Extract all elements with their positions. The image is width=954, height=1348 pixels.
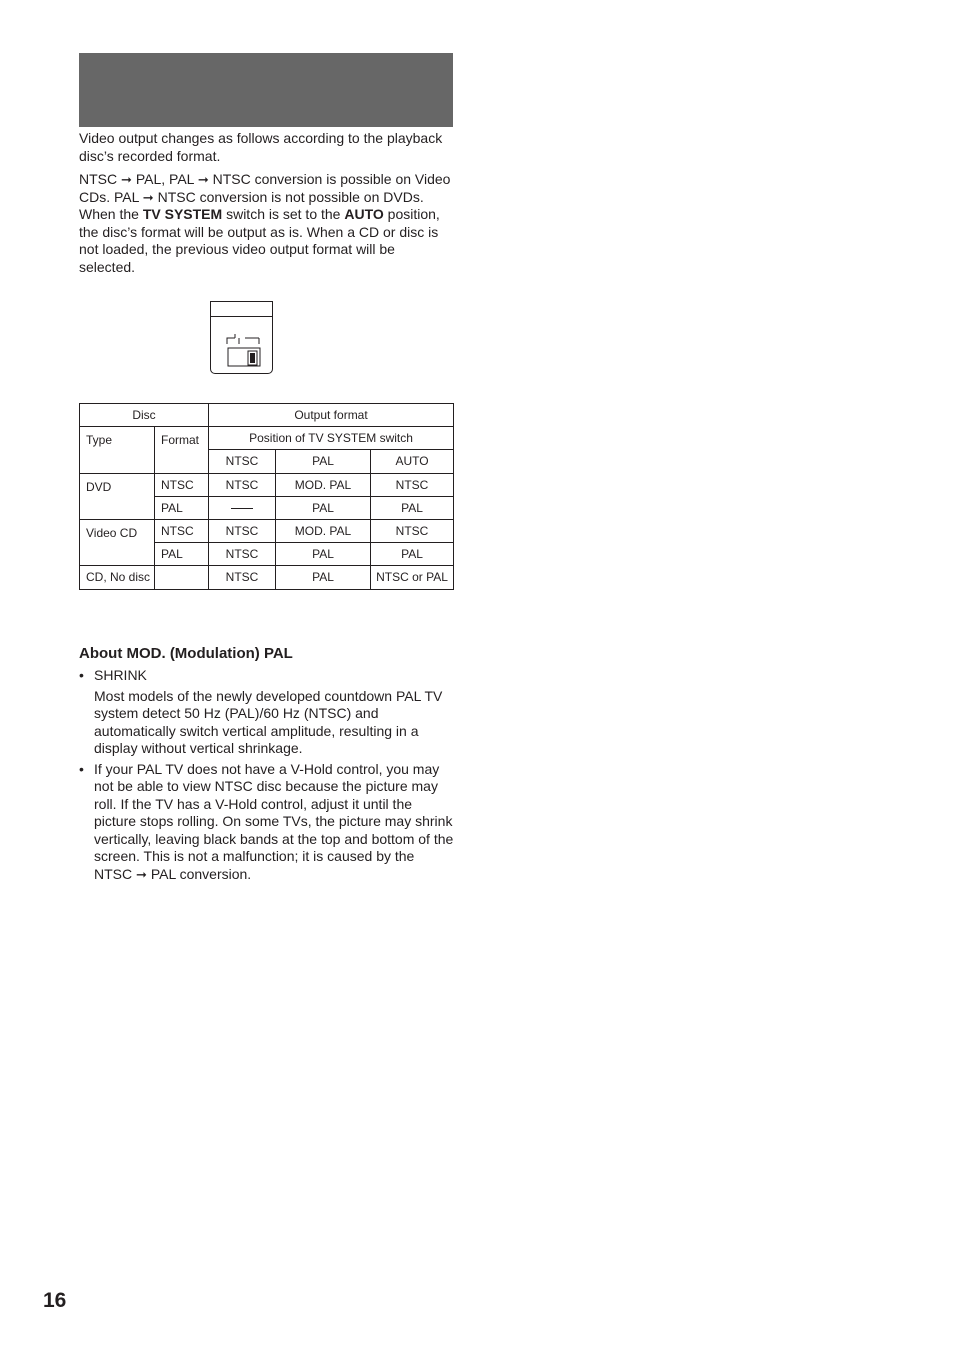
table-cell: PAL bbox=[276, 543, 371, 566]
header-type: Type bbox=[80, 427, 155, 473]
table-cell: MOD. PAL bbox=[276, 519, 371, 542]
page-number: 16 bbox=[43, 1289, 67, 1312]
table-cell: PAL bbox=[371, 543, 454, 566]
list-item bbox=[79, 761, 454, 884]
section-header-bar bbox=[79, 53, 453, 127]
header-ntsc: NTSC bbox=[209, 450, 276, 473]
header-format: Format bbox=[155, 427, 209, 473]
arrow-right-icon: ➞ bbox=[136, 866, 147, 882]
header-auto: AUTO bbox=[371, 450, 454, 473]
table-cell: NTSC bbox=[371, 473, 454, 496]
intro-paragraph-2: NTSC ➞ PAL, PAL ➞ NTSC conversion is possible on Video CDs. PAL ➞ NTSC conversion is not possible on DVDs. When the TV SYSTEM switch is set to the AUTO position, the disc’s format will be output as is. When a CD or disc is not loaded, the previous video output format will be selected. bbox=[79, 171, 451, 275]
row-format: PAL bbox=[155, 496, 209, 519]
arrow-right-icon: ➞ bbox=[197, 172, 209, 187]
table-cell: PAL bbox=[276, 566, 371, 589]
table-cell: NTSC or PAL bbox=[371, 566, 454, 589]
arrow-right-icon: ➞ bbox=[121, 172, 132, 187]
header-disc: Disc bbox=[80, 404, 209, 427]
header-pal: PAL bbox=[276, 450, 371, 473]
bullet-icon: • bbox=[79, 667, 84, 683]
output-format-table bbox=[79, 403, 454, 590]
mod-pal-notes-list bbox=[79, 667, 454, 886]
row-type-dvd: DVD bbox=[80, 473, 155, 519]
list-item-text: If your PAL TV does not have a V-Hold control, you may not be able to view NTSC disc because the picture may roll. If the TV has a V-Hold control, adjust it until the picture stops rolling. On some TVs, the picture may shrink vertically, leaving black bands at the top and bottom of the screen. This is not a malfunction; it is caused by the NTSC bbox=[94, 760, 454, 882]
tv-system-switch-illustration bbox=[210, 301, 273, 374]
row-type-cd: CD, No disc bbox=[80, 566, 155, 589]
list-item-text: PAL conversion. bbox=[150, 865, 252, 882]
header-output-format: Output format bbox=[209, 404, 454, 427]
intro-paragraph-1: Video output changes as follows according to the playback disc’s recorded format. bbox=[79, 130, 443, 164]
table-cell: NTSC bbox=[209, 473, 276, 496]
list-item bbox=[79, 667, 454, 758]
table-cell: NTSC bbox=[209, 519, 276, 542]
row-type-video-cd: Video CD bbox=[80, 519, 155, 565]
list-item-head: SHRINK bbox=[94, 667, 147, 683]
section-title: About MOD. (Modulation) PAL bbox=[79, 645, 293, 662]
table-cell: NTSC bbox=[209, 566, 276, 589]
not-applicable-dash bbox=[209, 496, 276, 519]
arrow-right-icon: ➞ bbox=[142, 189, 154, 205]
table-cell: MOD. PAL bbox=[276, 473, 371, 496]
table-cell-empty bbox=[155, 566, 209, 589]
table-cell: NTSC bbox=[371, 519, 454, 542]
header-switch-position: Position of TV SYSTEM switch bbox=[209, 427, 454, 450]
row-format: PAL bbox=[155, 543, 209, 566]
bullet-icon: • bbox=[79, 760, 84, 777]
row-format: NTSC bbox=[155, 473, 209, 496]
table-cell: PAL bbox=[276, 496, 371, 519]
table-cell: PAL bbox=[371, 496, 454, 519]
table-cell: NTSC bbox=[209, 543, 276, 566]
row-format: NTSC bbox=[155, 519, 209, 542]
slide-switch-icon bbox=[225, 332, 261, 368]
list-item-body: Most models of the newly developed countdown PAL TV system detect 50 Hz (PAL)/60 Hz (NTSC) and automatically switch vertical amplitude, resulting in a display without vertical shrinkage. bbox=[94, 687, 443, 756]
